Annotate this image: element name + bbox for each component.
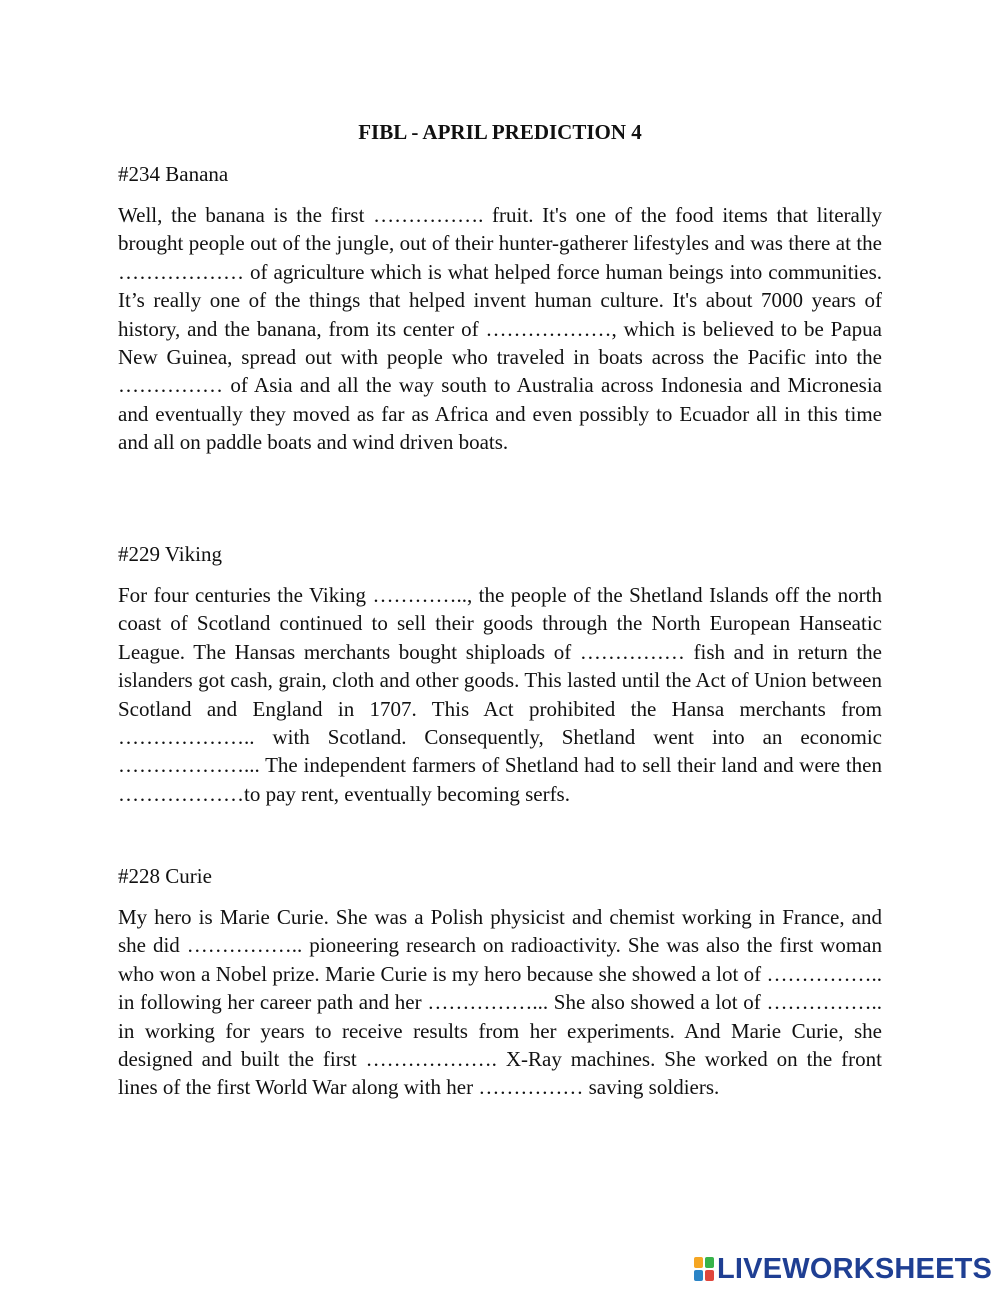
section-heading-viking: #229 Viking (118, 542, 222, 566)
section-text-viking: For four centuries the Viking ………….., the people of the Shetland Islands off the north coast of Scotland continued to sell their goods through the North European Hanseatic League. The Hansas merchants bought shiploads of …………… fish and in return the islanders got cash, grain, cloth and other goods. This lasted until the Act of Union between Scotland and England in 1707. This Act prohibited the Hansa merchants from ……………….. with Scotland. Consequently, Shetland went into an economic ………………... The independent farmers of Shetland had to sell their land and were then ………………to pay rent, eventually becoming serfs. (118, 583, 882, 806)
section-heading-banana: #234 Banana (118, 162, 229, 186)
liveworksheets-logo[interactable] (694, 1255, 992, 1283)
logo-text: LIVEWORKSHEETS (717, 1253, 993, 1285)
page-title: FIBL - APRIL PREDICTION 4 (358, 120, 642, 144)
section-text-banana: Well, the banana is the first ……………. fruit. It's one of the food items that literally brought people out of the jungle, out of their hunter-gatherer lifestyles and was there at the ……………… of agriculture which is what helped force human beings into communities. It’s really one of the things that helped invent human culture. It's about 7000 years of history, and the banana, from its center of ………………, which is believed to be Papua New Guinea, spread out with people who traveled in boats across the Pacific into the …………… of Asia and all the way south to Australia across Indonesia and Micronesia and eventually they moved as far as Africa and even possibly to Ecuador all in this time and all on paddle boats and wind driven boats. (118, 203, 882, 455)
section-text-curie: My hero is Marie Curie. She was a Polish physicist and chemist working in France, and she did …………….. pioneering research on radioactivity. She was also the first woman who won a Nobel prize. Marie Curie is my hero because she showed a lot of …………….. in following her career path and her ……………... She also showed a lot of …………….. in working for years to receive results from her experiments. And Marie Curie, she designed and built the first ………………. X-Ray machines. She worked on the front lines of the first World War along with her …………… saving soldiers. (118, 905, 882, 1100)
section-heading-curie: #228 Curie (118, 864, 212, 888)
liveworksheets-logo-icon (694, 1257, 714, 1281)
